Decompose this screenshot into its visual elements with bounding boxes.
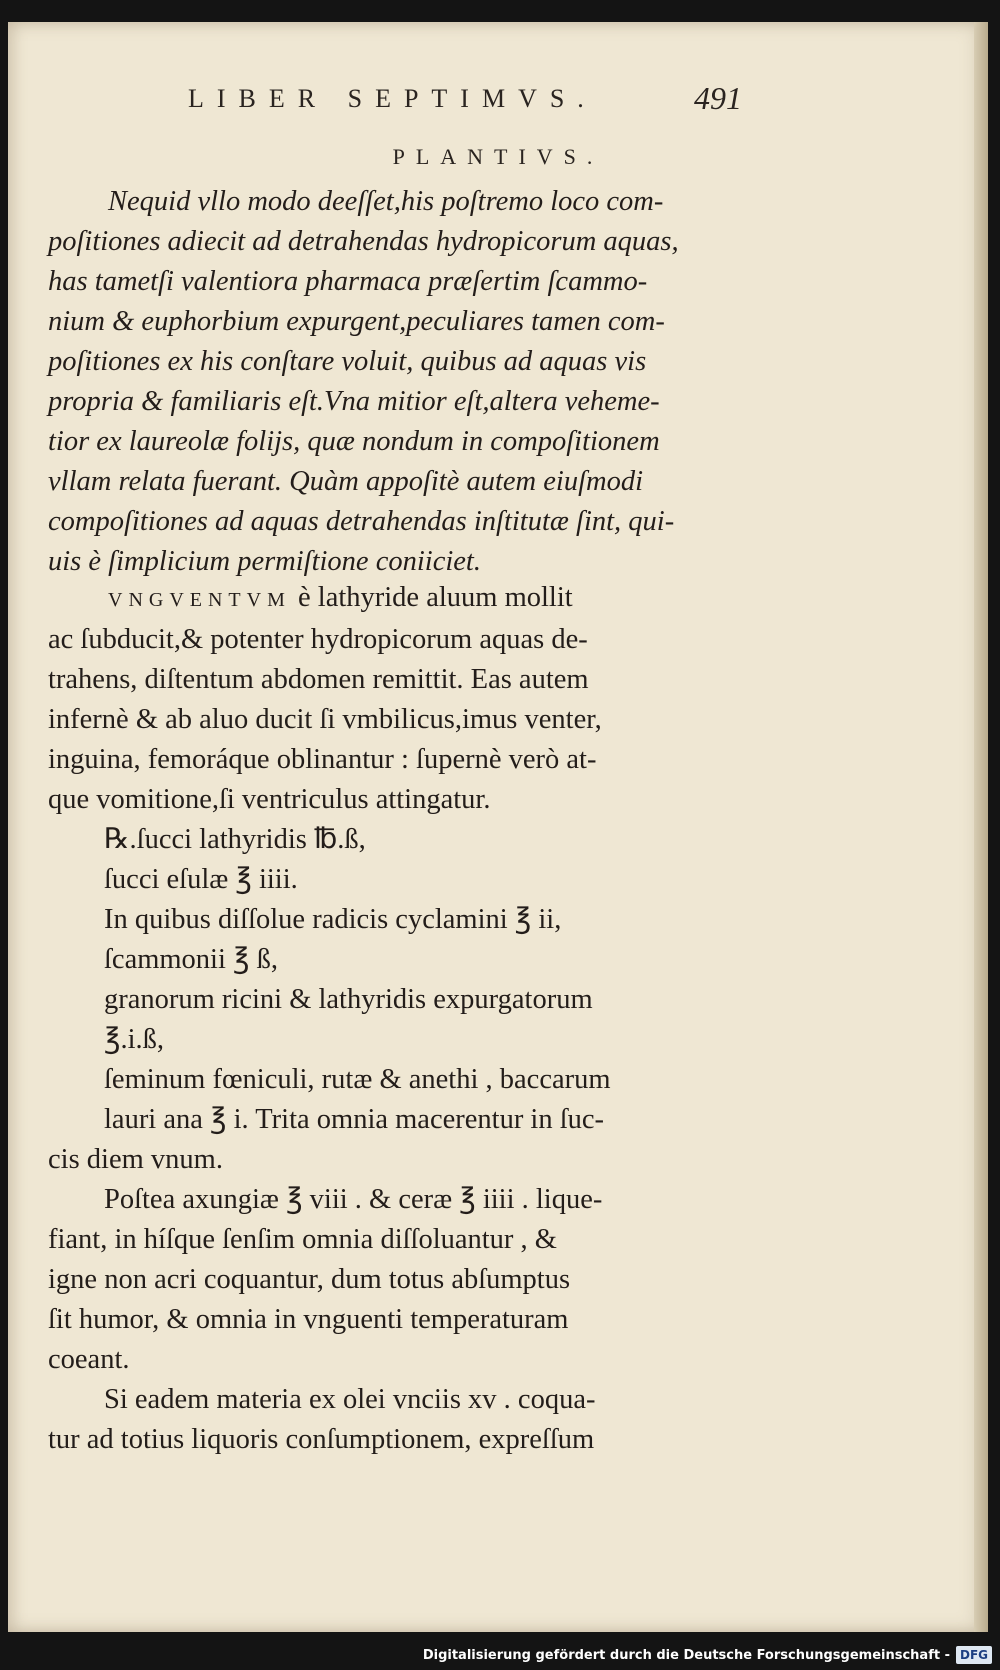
text-line: poſitiones ex his conſtare voluit, quibus ad aquas vis [48, 346, 647, 377]
text-line: trahens, diſtentum abdomen remittit. Eas autem [48, 664, 589, 695]
text-fragment: è lathyride aluum mollit [290, 582, 573, 613]
text-line: Poſtea axungiæ ℥ viii . & ceræ ℥ iiii . lique- [104, 1184, 603, 1215]
italic-paragraph [48, 182, 758, 582]
text-line: inguina, femoráque oblinantur : ſupernè verò at- [48, 744, 597, 775]
text-line: uis è ſimplicium permiſtione coniiciet. [48, 546, 481, 577]
text-line: ac ſubducit,& potenter hydropicorum aquas de- [48, 624, 588, 655]
recipe-line: ſucci eſulæ ℥ iiii. [104, 864, 298, 895]
text-line: propria & familiaris eſt.Vna mitior eſt,altera veheme- [48, 386, 660, 417]
text-line: nium & euphorbium expurgent,peculiares tamen com- [48, 306, 665, 337]
section-heading: PLANTIVS. [392, 144, 604, 169]
text-line: igne non acri coquantur, dum totus abſumptus [48, 1264, 571, 1295]
recipe-line: ℞.ſucci lathyridis ℔.ß, [104, 824, 366, 855]
recipe-line: cis diem vnum. [48, 1144, 223, 1175]
recipe-line: In quibus diſſolue radicis cyclamini ℥ ii, [104, 904, 562, 935]
text-line: Nequid vllo modo deeſſet,his poſtremo loco com- [108, 186, 664, 217]
text-line: tior ex laureolæ folijs, quæ nondum in compoſitionem [48, 426, 660, 457]
smallcaps-word: VNGVENTVM [108, 589, 291, 611]
text-line: infernè & ab aluo ducit ſi vmbilicus,imus venter, [48, 704, 602, 735]
recipe-line: ſeminum fœniculi, rutæ & anethi , baccarum [104, 1064, 611, 1095]
page-edge [974, 22, 988, 1632]
running-head [8, 80, 988, 124]
text-line [48, 578, 758, 620]
digitization-footer [423, 1642, 992, 1668]
text-line: has tametſi valentiora pharmaca præſertim ſcammo- [48, 266, 648, 297]
text-line: fiant, in híſque ſenſim omnia diſſoluantur , & [48, 1224, 557, 1255]
text-line: compoſitiones ad aquas detrahendas inſtitutæ ſint, qui- [48, 506, 675, 537]
unguentum-paragraph [48, 578, 758, 1460]
text-line: Si eadem materia ex olei vnciis xv . coqua- [104, 1384, 596, 1415]
recipe-line: ſcammonii ℥ ß, [104, 944, 278, 975]
page-number: 491 [694, 80, 742, 116]
text-line: tur ad totius liquoris conſumptionem, expreſſum [48, 1424, 595, 1455]
running-head-title: LIBER SEPTIMVS. [188, 84, 597, 113]
text-line: ſit humor, & omnia in vnguenti temperaturam [48, 1304, 569, 1335]
dfg-logo: DFG [956, 1646, 992, 1664]
text-line: vllam relata fuerant. Quàm appoſitè autem eiuſmodi [48, 466, 643, 497]
recipe-line: lauri ana ℥ i. Trita omnia macerentur in ſuc- [104, 1104, 605, 1135]
text-line: coeant. [48, 1344, 130, 1375]
book-page [8, 22, 988, 1632]
recipe-line: ℥.i.ß, [104, 1024, 165, 1055]
text-line: poſitiones adiecit ad detrahendas hydropicorum aquas, [48, 226, 679, 257]
footer-credit: Digitalisierung gefördert durch die Deutsche Forschungsgemeinschaft - [422, 1647, 950, 1663]
text-line: que vomitione,ſi ventriculus attingatur. [48, 784, 491, 815]
recipe-line: granorum ricini & lathyridis expurgatorum [104, 984, 593, 1015]
